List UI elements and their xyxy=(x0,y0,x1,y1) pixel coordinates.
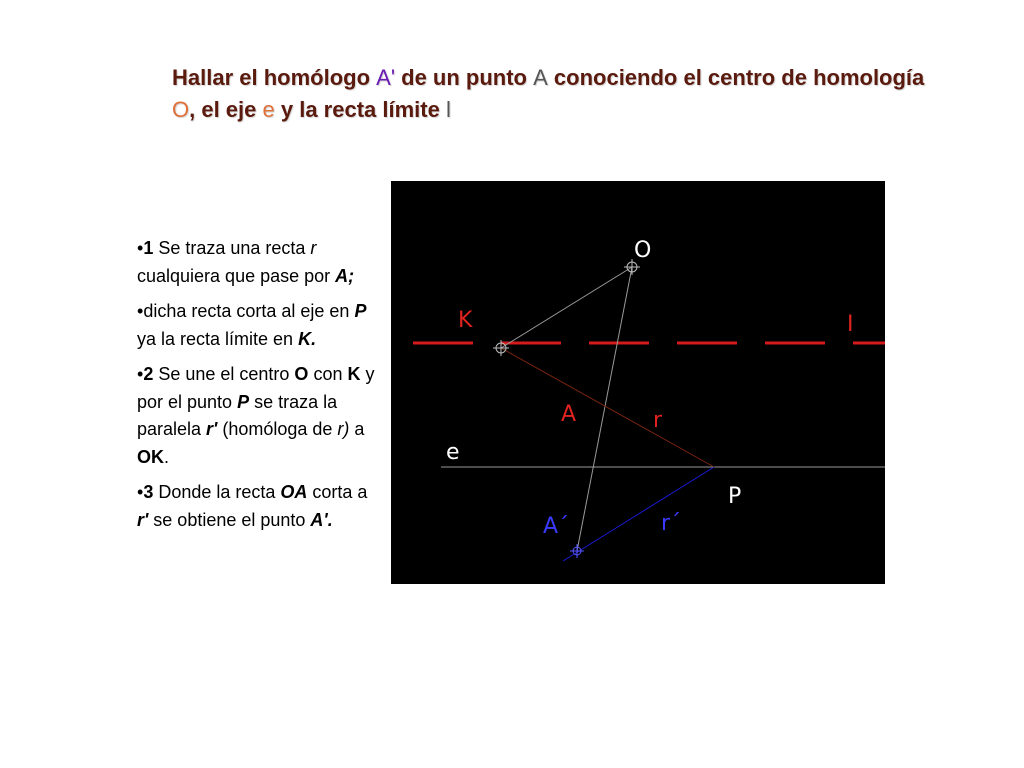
label-limit-l: I xyxy=(847,312,854,337)
step-number: 2 xyxy=(143,364,154,384)
step-text: P xyxy=(237,391,250,412)
step-number: 3 xyxy=(143,482,154,502)
title-text-1: Hallar el homólogo xyxy=(172,65,377,90)
step-text: con xyxy=(308,364,348,384)
bullet: • xyxy=(137,364,144,384)
step-text: A; xyxy=(335,265,355,286)
step-text: r) xyxy=(337,419,350,439)
step-text: A'. xyxy=(310,509,333,530)
step-text: dicha recta corta al eje en xyxy=(143,301,355,321)
label-a: A xyxy=(561,402,577,427)
step-text: y por el punto xyxy=(137,364,375,412)
step-text: P xyxy=(354,301,367,321)
label-e: e xyxy=(446,440,460,465)
steps-list xyxy=(137,235,377,542)
title-a: A xyxy=(533,65,548,90)
step-text: K. xyxy=(298,328,317,349)
figure-canvas xyxy=(391,181,885,584)
step-text: . xyxy=(164,446,170,467)
step-text: ya la recta límite en xyxy=(137,328,299,349)
title-text-3: conociendo el centro de homología xyxy=(547,65,925,90)
step-text: OK xyxy=(137,446,164,467)
step-text: K xyxy=(347,364,361,384)
step-3 xyxy=(137,479,377,534)
page-title xyxy=(172,62,952,126)
step-text: corta a xyxy=(307,482,368,502)
step-2 xyxy=(137,361,377,471)
title-o: O xyxy=(172,97,190,122)
label-r-prime: r´ xyxy=(661,511,682,536)
title-e: e xyxy=(262,97,275,122)
line-o-a xyxy=(577,267,632,551)
step-text: r' xyxy=(206,419,218,439)
line-r-prime xyxy=(563,467,714,561)
step-text: r xyxy=(310,238,317,258)
bullet: • xyxy=(137,301,144,321)
step-text: Se traza una recta xyxy=(153,238,311,258)
step-text: Donde la recta xyxy=(153,482,281,502)
bullet: • xyxy=(137,482,144,502)
line-r xyxy=(501,348,714,467)
step-1b xyxy=(137,298,377,353)
title-text-4: , el eje xyxy=(189,97,263,122)
step-text: a xyxy=(349,419,365,439)
label-a-prime: A´ xyxy=(543,514,570,539)
homology-figure xyxy=(391,181,885,584)
label-p: P xyxy=(728,484,742,509)
title-a-prime: A' xyxy=(376,65,396,90)
step-text: se obtiene el punto xyxy=(148,509,311,530)
step-text: se traza la paralela xyxy=(137,391,338,439)
step-1 xyxy=(137,235,377,290)
label-o: O xyxy=(634,238,652,263)
step-text: r' xyxy=(137,509,149,530)
step-text: cualquiera que pase por xyxy=(137,265,336,286)
bullet: • xyxy=(137,238,144,258)
step-text: (homóloga de xyxy=(217,419,338,439)
step-text: OA xyxy=(280,482,308,502)
title-l: l xyxy=(445,97,451,122)
step-number: 1 xyxy=(143,238,154,258)
title-text-2: de un punto xyxy=(395,65,534,90)
title-text-5: y la recta límite xyxy=(274,97,446,122)
line-o-k xyxy=(501,267,632,348)
label-r: r xyxy=(653,408,663,433)
step-text: Se une el centro xyxy=(153,364,295,384)
label-k: K xyxy=(458,308,473,333)
step-text: O xyxy=(294,364,309,384)
